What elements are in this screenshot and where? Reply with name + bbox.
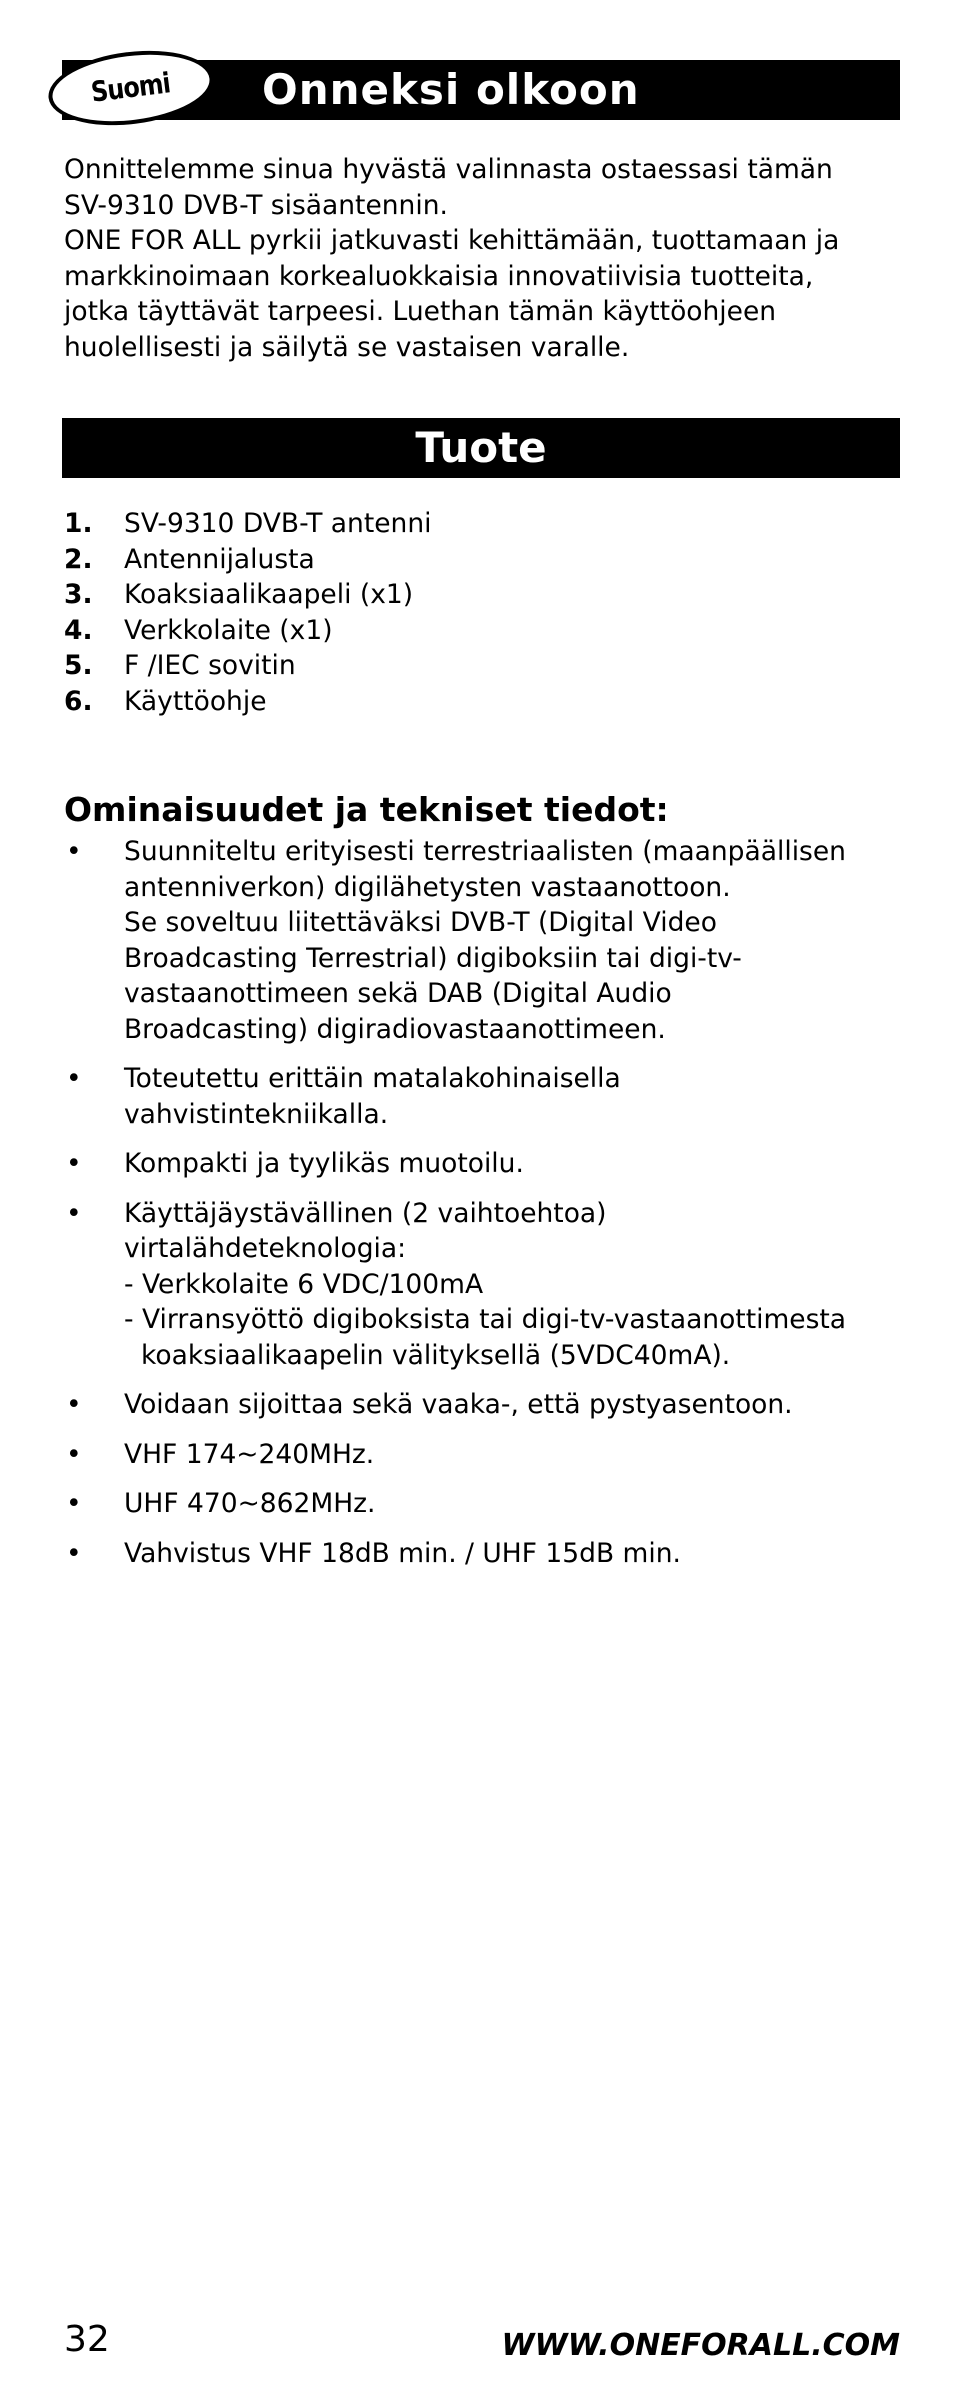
bullet-icon: •	[66, 1389, 82, 1420]
intro-line: jotka täyttävät tarpeesi. Luethan tämän käyttöohjeen	[64, 296, 777, 327]
list-item-label: Käyttöohje	[124, 685, 267, 717]
bullet-icon: •	[66, 836, 82, 867]
list-item-number: 6.	[64, 685, 93, 717]
feature-line: Toteutettu erittäin matalakohinaisella	[124, 1063, 621, 1094]
list-item	[64, 542, 432, 578]
feature-line: Suunniteltu erityisesti terrestriaalisten (maanpäällisen	[124, 836, 846, 867]
list-item-label: Antennijalusta	[124, 543, 315, 575]
section-title-congratulations: Onneksi olkoon	[262, 65, 640, 114]
list-item-label: F /IEC sovitin	[124, 650, 296, 681]
feature-line: Se soveltuu liitettäväksi DVB-T (Digital Video	[124, 907, 717, 938]
language-badge-label: Suomi	[89, 66, 173, 109]
list-item	[64, 577, 432, 613]
section-header-congratulations	[62, 60, 900, 120]
feature-line: Kompakti ja tyylikäs muotoilu.	[124, 1148, 524, 1179]
feature-item	[64, 834, 900, 1047]
language-badge	[44, 42, 218, 134]
list-item	[64, 613, 432, 649]
feature-sub-item: - Virransyöttö digiboksista tai digi-tv-vastaanottimesta	[124, 1304, 847, 1335]
list-item	[64, 506, 432, 542]
feature-line: vahvistintekniikalla.	[124, 1098, 389, 1130]
feature-line: UHF 470~862MHz.	[124, 1488, 376, 1519]
feature-line: Vahvistus VHF 18dB min. / UHF 15dB min.	[124, 1537, 681, 1569]
features-heading: Ominaisuudet ja tekniset tiedot:	[64, 790, 669, 829]
section-title-product: Tuote	[415, 423, 547, 472]
list-item-number: 5.	[64, 650, 93, 681]
feature-item	[64, 1196, 900, 1374]
intro-line: Onnittelemme sinua hyvästä valinnasta ostaessasi tämän	[64, 154, 833, 185]
intro-line: markkinoimaan korkealuokkaisia innovatiivisia tuotteita,	[64, 260, 814, 292]
feature-line: vastaanottimeen sekä DAB (Digital Audio	[124, 978, 672, 1009]
feature-item	[64, 1437, 900, 1473]
bullet-icon: •	[66, 1488, 82, 1519]
feature-line: VHF 174~240MHz.	[124, 1438, 375, 1470]
list-item-label: SV-9310 DVB-T antenni	[124, 508, 432, 539]
feature-line: Broadcasting Terrestrial) digiboksiin tai digi-tv-	[124, 942, 742, 974]
list-item-number: 2.	[64, 543, 93, 575]
list-item-number: 3.	[64, 579, 93, 610]
website-url: WWW.ONEFORALL.COM	[501, 2328, 900, 2363]
bullet-icon: •	[66, 1197, 82, 1229]
feature-item	[64, 1146, 900, 1182]
feature-line: Voidaan sijoittaa sekä vaaka-, että pystyasentoon.	[124, 1389, 793, 1420]
list-item	[64, 648, 432, 684]
bullet-icon: •	[66, 1063, 82, 1094]
feature-item	[64, 1486, 900, 1522]
feature-sub-item: - Verkkolaite 6 VDC/100mA	[124, 1268, 484, 1300]
bullet-icon: •	[66, 1148, 82, 1179]
feature-line: virtalähdeteknologia:	[124, 1233, 407, 1264]
intro-line: ONE FOR ALL pyrkii jatkuvasti kehittämään, tuottamaan ja	[64, 225, 840, 256]
feature-item	[64, 1387, 900, 1423]
bullet-icon: •	[66, 1537, 82, 1569]
intro-paragraph	[64, 152, 900, 365]
feature-item	[64, 1061, 900, 1132]
feature-line: Käyttäjäystävällinen (2 vaihtoehtoa)	[124, 1197, 607, 1229]
feature-line: Broadcasting) digiradiovastaanottimeen.	[124, 1013, 666, 1045]
list-item-number: 1.	[64, 508, 93, 539]
bullet-icon: •	[66, 1438, 82, 1470]
list-item-number: 4.	[64, 614, 93, 646]
intro-line: huolellisesti ja säilytä se vastaisen varalle.	[64, 331, 630, 363]
feature-line: antenniverkon) digilähetysten vastaanottoon.	[124, 871, 731, 903]
feature-sub-item-continuation: koaksiaalikaapelin välityksellä (5VDC40mA).	[141, 1339, 731, 1371]
feature-item	[64, 1536, 900, 1572]
list-item	[64, 684, 432, 720]
page-number: 32	[64, 2319, 110, 2360]
product-contents-list	[64, 506, 432, 719]
list-item-label: Verkkolaite (x1)	[124, 614, 333, 646]
section-header-product	[62, 418, 900, 478]
features-list	[64, 834, 900, 1585]
list-item-label: Koaksiaalikaapeli (x1)	[124, 579, 414, 610]
intro-line: SV-9310 DVB-T sisäantennin.	[64, 189, 448, 221]
